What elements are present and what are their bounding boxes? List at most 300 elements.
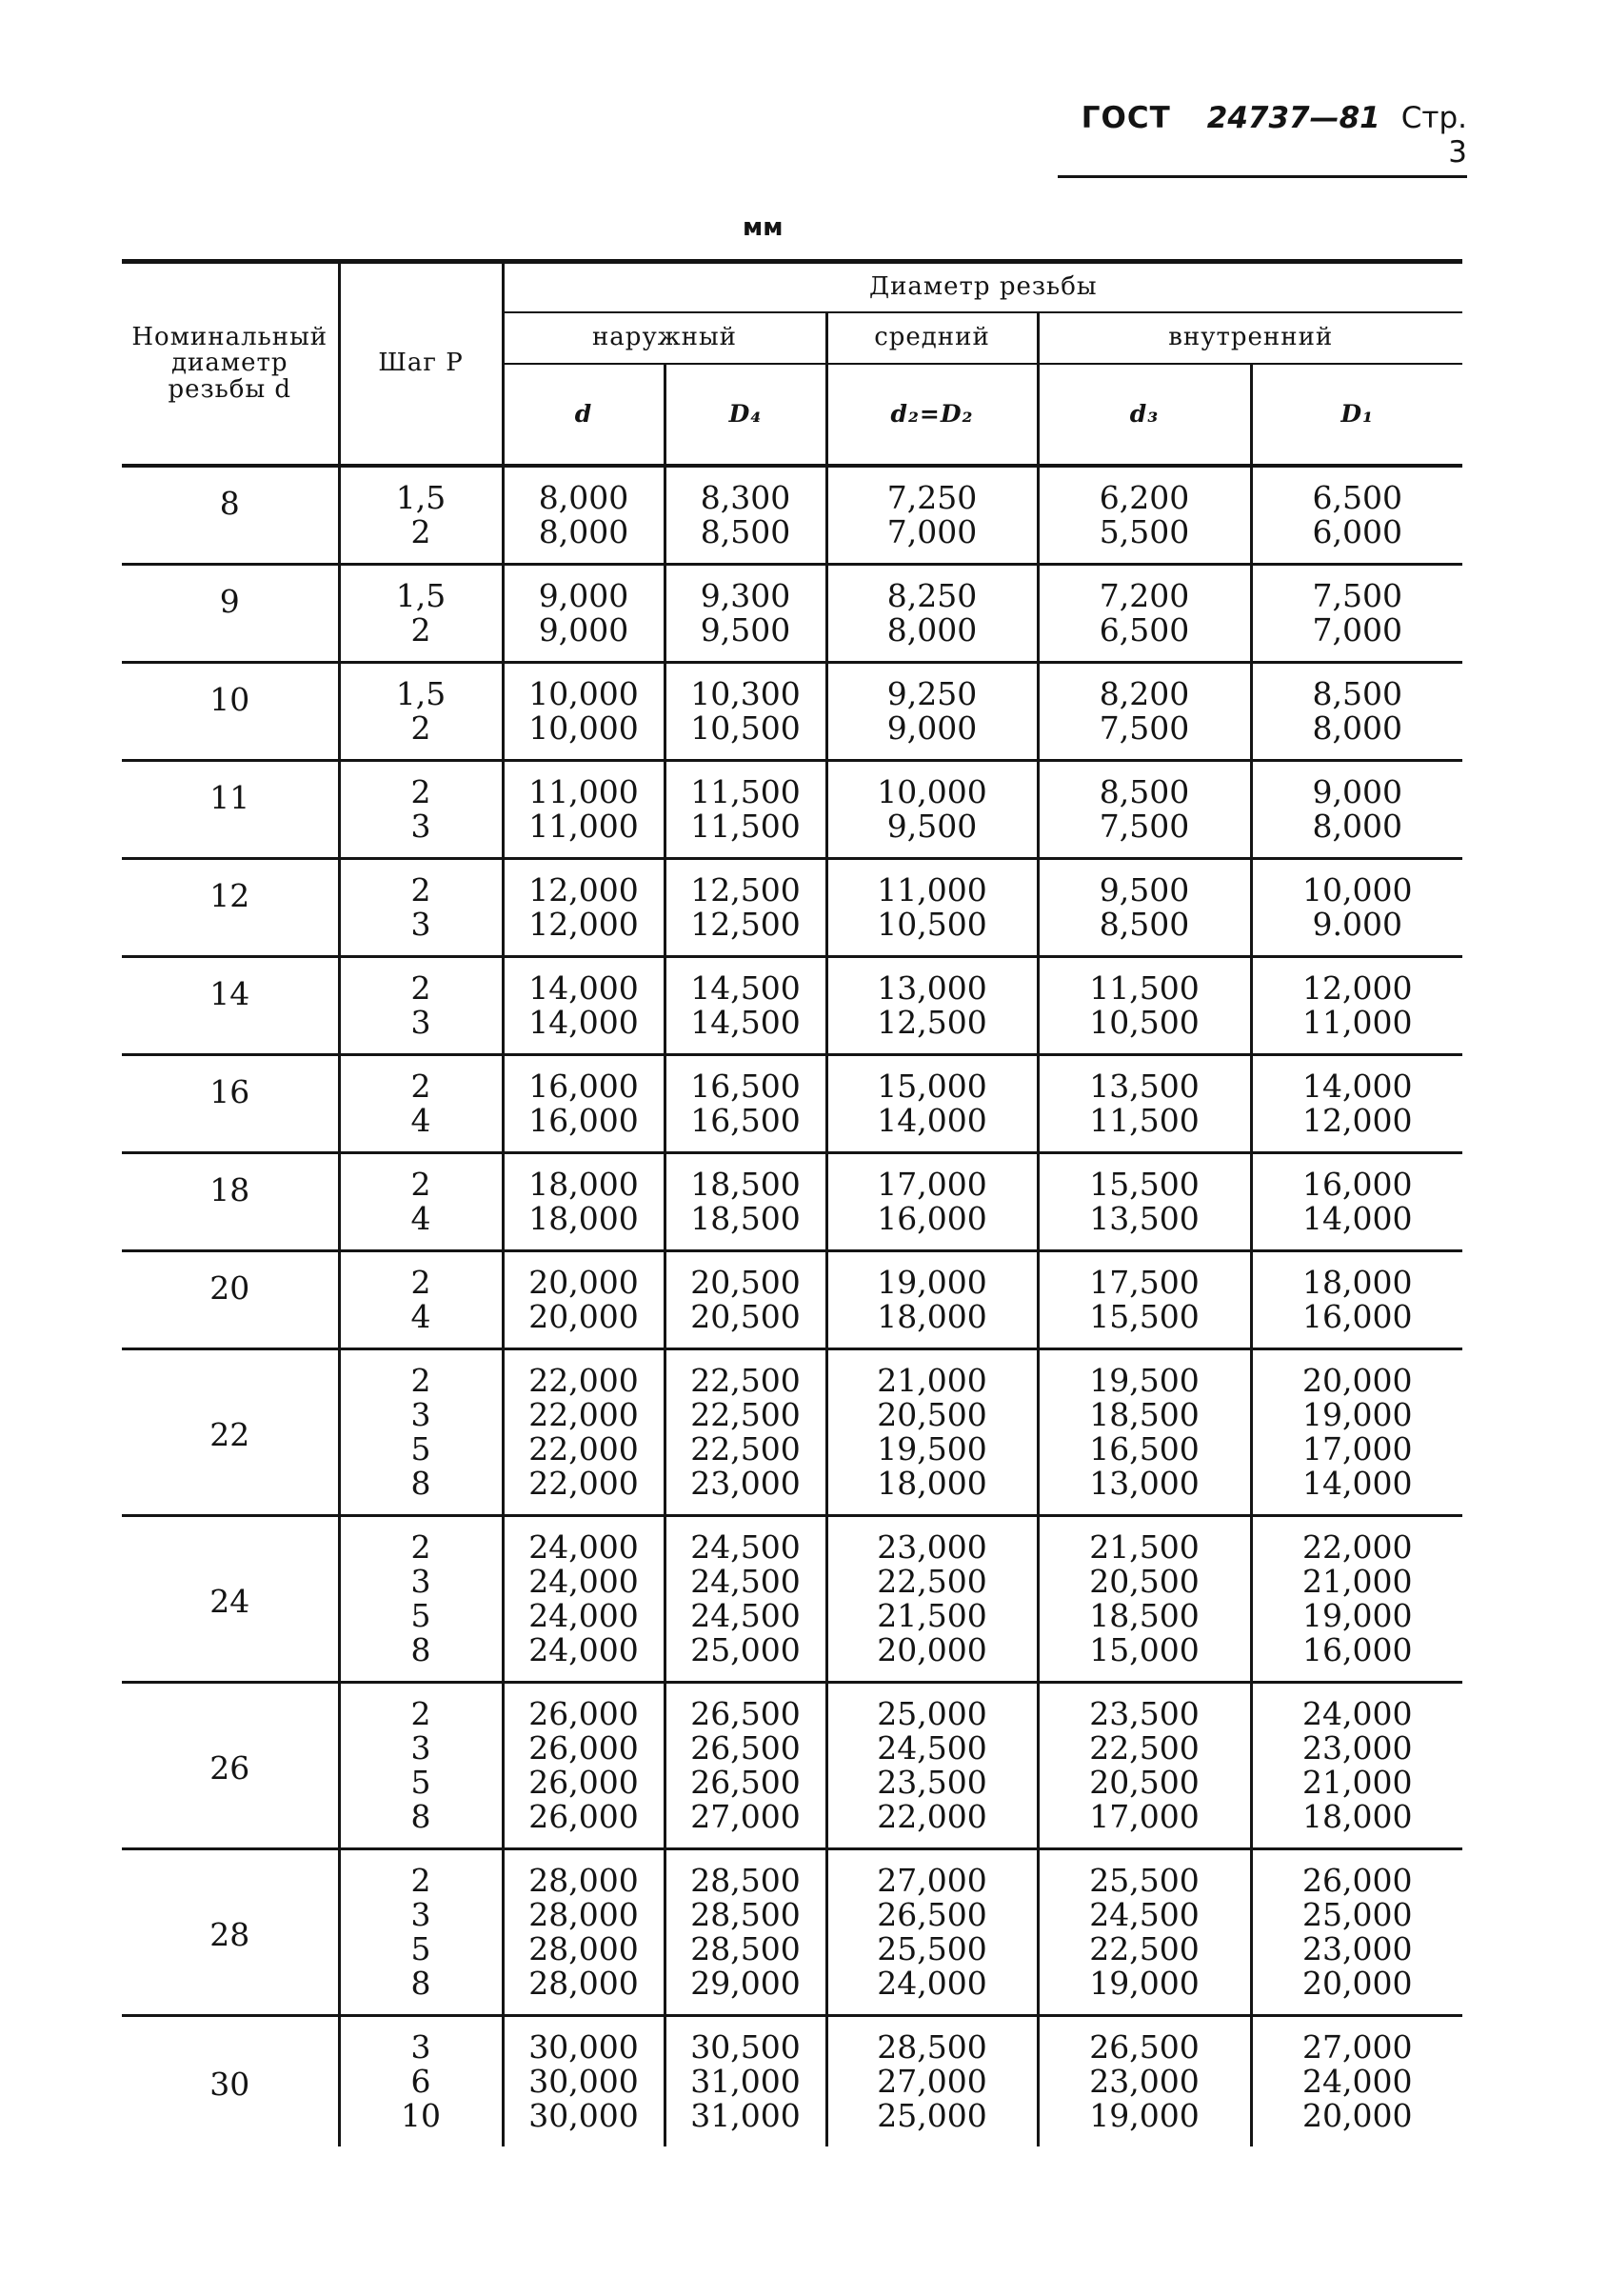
d2-cell	[826, 1153, 1038, 1251]
cell-value: 19,000	[1089, 2097, 1200, 2134]
pitch-cell	[339, 859, 503, 957]
cell-value: 16,000	[877, 1200, 987, 1237]
cell-value: 24,000	[528, 1563, 639, 1600]
header-symbol-D4: D₄	[665, 364, 826, 466]
cell-value: 19,500	[1089, 1362, 1200, 1399]
table-row	[122, 1683, 1462, 1849]
header-pitch: Шаг P	[339, 262, 503, 467]
cell-value: 26,500	[690, 1695, 801, 1732]
cell-value: 26,500	[690, 1729, 801, 1767]
D1-cell	[1251, 1055, 1462, 1153]
cell-value: 8,500	[1312, 675, 1402, 712]
d-cell	[503, 466, 665, 565]
cell-value: 23,000	[1302, 1729, 1413, 1767]
cell-value: 16,000	[1302, 1631, 1413, 1668]
D1-cell	[1251, 1251, 1462, 1349]
cell-value: 19,000	[1089, 1965, 1200, 2002]
nominal-diameter-cell: 8	[122, 466, 339, 565]
header-middle: средний	[826, 312, 1038, 364]
cell-value: 12,000	[1302, 969, 1413, 1007]
cell-value: 20,500	[877, 1396, 987, 1433]
cell-value: 24,500	[690, 1528, 801, 1566]
D1-cell	[1251, 2016, 1462, 2147]
d2-cell	[826, 1251, 1038, 1349]
cell-value: 10,300	[690, 675, 801, 712]
D4-cell	[665, 1153, 826, 1251]
cell-value: 8	[410, 1965, 431, 2002]
D1-cell	[1251, 859, 1462, 957]
cell-value: 11,000	[1302, 1004, 1413, 1041]
d3-cell	[1038, 466, 1251, 565]
cell-value: 20,000	[528, 1298, 639, 1335]
standard-number: 24737—81	[1206, 101, 1380, 135]
cell-value: 6,200	[1099, 479, 1190, 516]
cell-value: 19,000	[1302, 1597, 1413, 1634]
cell-value: 9,500	[886, 808, 978, 845]
table-row	[122, 1349, 1462, 1516]
cell-value: 8,000	[886, 611, 978, 649]
cell-value: 10	[401, 2097, 441, 2134]
header-symbol-d2-D2: d₂=D₂	[826, 364, 1038, 466]
header-symbol-D1: D₁	[1340, 399, 1375, 428]
thread-dimensions-table	[122, 259, 1462, 2146]
cell-value: 30,000	[528, 2063, 639, 2100]
cell-value: 26,000	[528, 1695, 639, 1732]
header-inner: внутренний	[1038, 312, 1462, 364]
cell-value: 5,500	[1099, 513, 1190, 550]
d2-cell	[826, 859, 1038, 957]
D4-cell	[665, 1849, 826, 2016]
D4-cell	[665, 1349, 826, 1516]
cell-value: 5	[410, 1930, 431, 1967]
cell-value: 14,500	[690, 1004, 801, 1041]
page-number: Стр. 3	[1400, 101, 1467, 170]
cell-value: 27,000	[1302, 2028, 1413, 2066]
d3-cell	[1038, 663, 1251, 761]
pitch-cell	[339, 565, 503, 663]
cell-value: 23,000	[1089, 2063, 1200, 2100]
D1-cell	[1251, 1349, 1462, 1516]
cell-value: 9,500	[700, 611, 791, 649]
table-row	[122, 761, 1462, 859]
cell-value: 20,000	[877, 1631, 987, 1668]
cell-value: 1,5	[395, 479, 447, 516]
cell-value: 8,000	[1312, 808, 1402, 845]
cell-value: 1,5	[395, 675, 447, 712]
cell-value: 26,000	[1302, 1862, 1413, 1899]
header-symbol-d: d	[503, 364, 665, 466]
d2-cell	[826, 663, 1038, 761]
cell-value: 21,000	[877, 1362, 987, 1399]
cell-value: 17,000	[877, 1166, 987, 1203]
cell-value: 8,250	[886, 577, 978, 614]
D1-cell	[1251, 565, 1462, 663]
cell-value: 10,500	[1089, 1004, 1200, 1041]
cell-value: 14,000	[528, 969, 639, 1007]
cell-value: 27,000	[690, 1798, 801, 1835]
table-body	[122, 466, 1462, 2146]
cell-value: 18,500	[690, 1200, 801, 1237]
cell-value: 26,000	[528, 1798, 639, 1835]
cell-value: 12,500	[690, 906, 801, 943]
cell-value: 24,000	[528, 1597, 639, 1634]
nominal-diameter-cell: 22	[122, 1349, 339, 1516]
cell-value: 26,500	[690, 1764, 801, 1801]
cell-value: 9,300	[700, 577, 791, 614]
cell-value: 3	[410, 906, 431, 943]
cell-value: 12,500	[690, 871, 801, 908]
D4-cell	[665, 1055, 826, 1153]
D4-cell	[665, 565, 826, 663]
D4-cell	[665, 2016, 826, 2147]
cell-value: 8,000	[538, 513, 629, 550]
nominal-diameter-cell: 18	[122, 1153, 339, 1251]
D4-cell	[665, 761, 826, 859]
cell-value: 14,000	[528, 1004, 639, 1041]
cell-value: 28,000	[528, 1930, 639, 1967]
cell-value: 28,500	[690, 1930, 801, 1967]
table-row	[122, 466, 1462, 565]
d3-cell	[1038, 1153, 1251, 1251]
nominal-diameter-cell: 16	[122, 1055, 339, 1153]
d2-cell	[826, 565, 1038, 663]
cell-value: 28,000	[528, 1896, 639, 1933]
table-row	[122, 1516, 1462, 1683]
cell-value: 21,500	[1089, 1528, 1200, 1566]
cell-value: 21,000	[1302, 1563, 1413, 1600]
cell-value: 11,500	[1089, 969, 1200, 1007]
cell-value: 14,000	[1302, 1068, 1413, 1105]
cell-value: 8,300	[700, 479, 791, 516]
cell-value: 13,000	[877, 969, 987, 1007]
cell-value: 26,500	[1089, 2028, 1200, 2066]
cell-value: 9,500	[1099, 871, 1190, 908]
cell-value: 11,000	[528, 808, 639, 845]
cell-value: 20,000	[1302, 2097, 1413, 2134]
cell-value: 22,500	[690, 1362, 801, 1399]
d3-cell	[1038, 2016, 1251, 2147]
cell-value: 24,000	[877, 1965, 987, 2002]
cell-value: 30,000	[528, 2097, 639, 2134]
cell-value: 2	[410, 773, 431, 810]
cell-value: 7,250	[886, 479, 978, 516]
cell-value: 8,200	[1099, 675, 1190, 712]
cell-value: 21,500	[877, 1597, 987, 1634]
cell-value: 17,000	[1089, 1798, 1200, 1835]
cell-value: 3	[410, 1004, 431, 1041]
nominal-diameter-cell: 11	[122, 761, 339, 859]
cell-value: 2	[410, 709, 431, 747]
D1-cell	[1251, 1153, 1462, 1251]
table-row	[122, 1251, 1462, 1349]
d2-cell	[826, 466, 1038, 565]
cell-value: 13,000	[1089, 1465, 1200, 1502]
cell-value: 31,000	[690, 2097, 801, 2134]
cell-value: 3	[410, 1729, 431, 1767]
cell-value: 20,500	[1089, 1764, 1200, 1801]
cell-value: 28,500	[690, 1896, 801, 1933]
d3-cell	[1038, 859, 1251, 957]
cell-value: 8	[410, 1465, 431, 1502]
table-row	[122, 2016, 1462, 2147]
cell-value: 28,000	[528, 1862, 639, 1899]
pitch-cell	[339, 1349, 503, 1516]
cell-value: 19,000	[1302, 1396, 1413, 1433]
table-row	[122, 565, 1462, 663]
D1-cell	[1251, 761, 1462, 859]
table-row	[122, 957, 1462, 1055]
cell-value: 17,500	[1089, 1264, 1200, 1301]
cell-value: 18,500	[1089, 1597, 1200, 1634]
cell-value: 7,500	[1312, 577, 1402, 614]
d3-cell	[1038, 1055, 1251, 1153]
cell-value: 10,000	[877, 773, 987, 810]
cell-value: 25,500	[877, 1930, 987, 1967]
nominal-diameter-cell: 14	[122, 957, 339, 1055]
d-cell	[503, 761, 665, 859]
cell-value: 22,000	[528, 1362, 639, 1399]
cell-value: 24,500	[877, 1729, 987, 1767]
cell-value: 6,000	[1312, 513, 1402, 550]
cell-value: 2	[410, 969, 431, 1007]
cell-value: 24,500	[690, 1563, 801, 1600]
cell-value: 9,000	[1312, 773, 1402, 810]
d-cell	[503, 1683, 665, 1849]
cell-value: 10,000	[528, 709, 639, 747]
nominal-diameter-cell: 30	[122, 2016, 339, 2147]
cell-value: 13,500	[1089, 1200, 1200, 1237]
cell-value: 8,000	[538, 479, 629, 516]
cell-value: 6	[410, 2063, 431, 2100]
cell-value: 2	[410, 871, 431, 908]
d2-cell	[826, 761, 1038, 859]
cell-value: 12,500	[877, 1004, 987, 1041]
d2-cell	[826, 1849, 1038, 2016]
cell-value: 16,500	[1089, 1430, 1200, 1467]
cell-value: 20,500	[1089, 1563, 1200, 1600]
cell-value: 2	[410, 1068, 431, 1105]
cell-value: 15,500	[1089, 1166, 1200, 1203]
cell-value: 25,000	[690, 1631, 801, 1668]
cell-value: 18,000	[1302, 1798, 1413, 1835]
cell-value: 2	[410, 1264, 431, 1301]
cell-value: 18,000	[528, 1166, 639, 1203]
D4-cell	[665, 466, 826, 565]
cell-value: 26,000	[528, 1729, 639, 1767]
cell-value: 22,500	[690, 1430, 801, 1467]
cell-value: 22,000	[528, 1465, 639, 1502]
cell-value: 10,000	[528, 675, 639, 712]
cell-value: 24,500	[1089, 1896, 1200, 1933]
cell-value: 10,000	[1302, 871, 1413, 908]
pitch-cell	[339, 761, 503, 859]
cell-value: 27,000	[877, 1862, 987, 1899]
cell-value: 16,000	[528, 1102, 639, 1139]
unit-label: мм	[743, 213, 784, 242]
cell-value: 28,500	[877, 2028, 987, 2066]
d-cell	[503, 1849, 665, 2016]
cell-value: 22,000	[1302, 1528, 1413, 1566]
pitch-cell	[339, 1849, 503, 2016]
cell-value: 3	[410, 2028, 431, 2066]
cell-value: 30,500	[690, 2028, 801, 2066]
cell-value: 24,000	[1302, 2063, 1413, 2100]
cell-value: 22,500	[877, 1563, 987, 1600]
cell-value: 25,500	[1089, 1862, 1200, 1899]
cell-value: 5	[410, 1430, 431, 1467]
D1-cell	[1251, 1683, 1462, 1849]
d-cell	[503, 1251, 665, 1349]
cell-value: 24,000	[1302, 1695, 1413, 1732]
d3-cell	[1038, 1849, 1251, 2016]
cell-value: 8,500	[1099, 773, 1190, 810]
d3-cell	[1038, 1349, 1251, 1516]
D1-cell	[1251, 1516, 1462, 1683]
cell-value: 15,000	[1089, 1631, 1200, 1668]
header-thread-diameter: Диаметр резьбы	[503, 262, 1462, 313]
pitch-cell	[339, 1516, 503, 1683]
cell-value: 2	[410, 1166, 431, 1203]
nominal-diameter-cell: 9	[122, 565, 339, 663]
cell-value: 2	[410, 1695, 431, 1732]
cell-value: 3	[410, 1563, 431, 1600]
cell-value: 5	[410, 1764, 431, 1801]
d-cell	[503, 2016, 665, 2147]
cell-value: 26,000	[528, 1764, 639, 1801]
cell-value: 11,500	[1089, 1102, 1200, 1139]
cell-value: 16,000	[528, 1068, 639, 1105]
pitch-cell	[339, 2016, 503, 2147]
cell-value: 14,000	[877, 1102, 987, 1139]
table-row	[122, 859, 1462, 957]
cell-value: 11,000	[877, 871, 987, 908]
cell-value: 11,500	[690, 808, 801, 845]
cell-value: 12,000	[1302, 1102, 1413, 1139]
cell-value: 23,500	[877, 1764, 987, 1801]
cell-value: 7,500	[1099, 808, 1190, 845]
cell-value: 27,000	[877, 2063, 987, 2100]
cell-value: 24,500	[690, 1597, 801, 1634]
d-cell	[503, 1349, 665, 1516]
cell-value: 9,000	[538, 577, 629, 614]
cell-value: 31,000	[690, 2063, 801, 2100]
cell-value: 22,000	[528, 1430, 639, 1467]
cell-value: 22,500	[690, 1396, 801, 1433]
pitch-cell	[339, 1251, 503, 1349]
d2-cell	[826, 1683, 1038, 1849]
cell-value: 6,500	[1312, 479, 1402, 516]
nominal-diameter-cell: 10	[122, 663, 339, 761]
cell-value: 10,500	[690, 709, 801, 747]
cell-value: 24,000	[528, 1631, 639, 1668]
cell-value: 18,000	[877, 1465, 987, 1502]
d-cell	[503, 957, 665, 1055]
cell-value: 26,500	[877, 1896, 987, 1933]
D1-cell	[1251, 466, 1462, 565]
cell-value: 30,000	[528, 2028, 639, 2066]
cell-value: 4	[410, 1200, 431, 1237]
d3-cell	[1038, 761, 1251, 859]
cell-value: 2	[410, 513, 431, 550]
cell-value: 25,000	[877, 2097, 987, 2134]
cell-value: 14,500	[690, 969, 801, 1007]
cell-value: 3	[410, 808, 431, 845]
d3-cell	[1038, 1516, 1251, 1683]
cell-value: 16,000	[1302, 1166, 1413, 1203]
cell-value: 15,500	[1089, 1298, 1200, 1335]
cell-value: 19,000	[877, 1264, 987, 1301]
cell-value: 9,000	[538, 611, 629, 649]
cell-value: 22,000	[528, 1396, 639, 1433]
pitch-cell	[339, 1153, 503, 1251]
pitch-cell	[339, 957, 503, 1055]
cell-value: 20,000	[1302, 1965, 1413, 2002]
cell-value: 20,000	[1302, 1362, 1413, 1399]
D4-cell	[665, 859, 826, 957]
pitch-cell	[339, 466, 503, 565]
cell-value: 10,500	[877, 906, 987, 943]
D4-cell	[665, 663, 826, 761]
cell-value: 22,500	[1089, 1930, 1200, 1967]
cell-value: 9,250	[886, 675, 978, 712]
cell-value: 7,000	[886, 513, 978, 550]
cell-value: 8,500	[700, 513, 791, 550]
d3-cell	[1038, 1683, 1251, 1849]
D4-cell	[665, 1516, 826, 1683]
page-header	[1058, 101, 1467, 178]
cell-value: 18,500	[1089, 1396, 1200, 1433]
header-outer: наружный	[503, 312, 826, 364]
cell-value: 13,500	[1089, 1068, 1200, 1105]
D4-cell	[665, 1251, 826, 1349]
cell-value: 2	[410, 1862, 431, 1899]
nominal-diameter-cell: 12	[122, 859, 339, 957]
pitch-cell	[339, 1055, 503, 1153]
cell-value: 18,000	[1302, 1264, 1413, 1301]
cell-value: 7,200	[1099, 577, 1190, 614]
d3-cell	[1038, 565, 1251, 663]
d-cell	[503, 1516, 665, 1683]
cell-value: 16,500	[690, 1102, 801, 1139]
cell-value: 29,000	[690, 1965, 801, 2002]
d2-cell	[826, 957, 1038, 1055]
d2-cell	[826, 2016, 1038, 2147]
cell-value: 6,500	[1099, 611, 1190, 649]
cell-value: 20,000	[528, 1264, 639, 1301]
cell-value: 4	[410, 1298, 431, 1335]
cell-value: 28,500	[690, 1862, 801, 1899]
standard-code: ГОСТ	[1081, 101, 1171, 135]
cell-value: 3	[410, 1396, 431, 1433]
cell-value: 2	[410, 1362, 431, 1399]
cell-value: 12,000	[528, 906, 639, 943]
cell-value: 17,000	[1302, 1430, 1413, 1467]
table-row	[122, 1849, 1462, 2016]
nominal-diameter-cell: 26	[122, 1683, 339, 1849]
D1-cell	[1251, 957, 1462, 1055]
nominal-diameter-cell: 20	[122, 1251, 339, 1349]
table-row	[122, 1153, 1462, 1251]
cell-value: 19,500	[877, 1430, 987, 1467]
cell-value: 2	[410, 611, 431, 649]
table-row	[122, 663, 1462, 761]
cell-value: 22,500	[1089, 1729, 1200, 1767]
cell-value: 2	[410, 1528, 431, 1566]
d-cell	[503, 1153, 665, 1251]
cell-value: 23,000	[877, 1528, 987, 1566]
cell-value: 24,000	[528, 1528, 639, 1566]
cell-value: 8,500	[1099, 906, 1190, 943]
